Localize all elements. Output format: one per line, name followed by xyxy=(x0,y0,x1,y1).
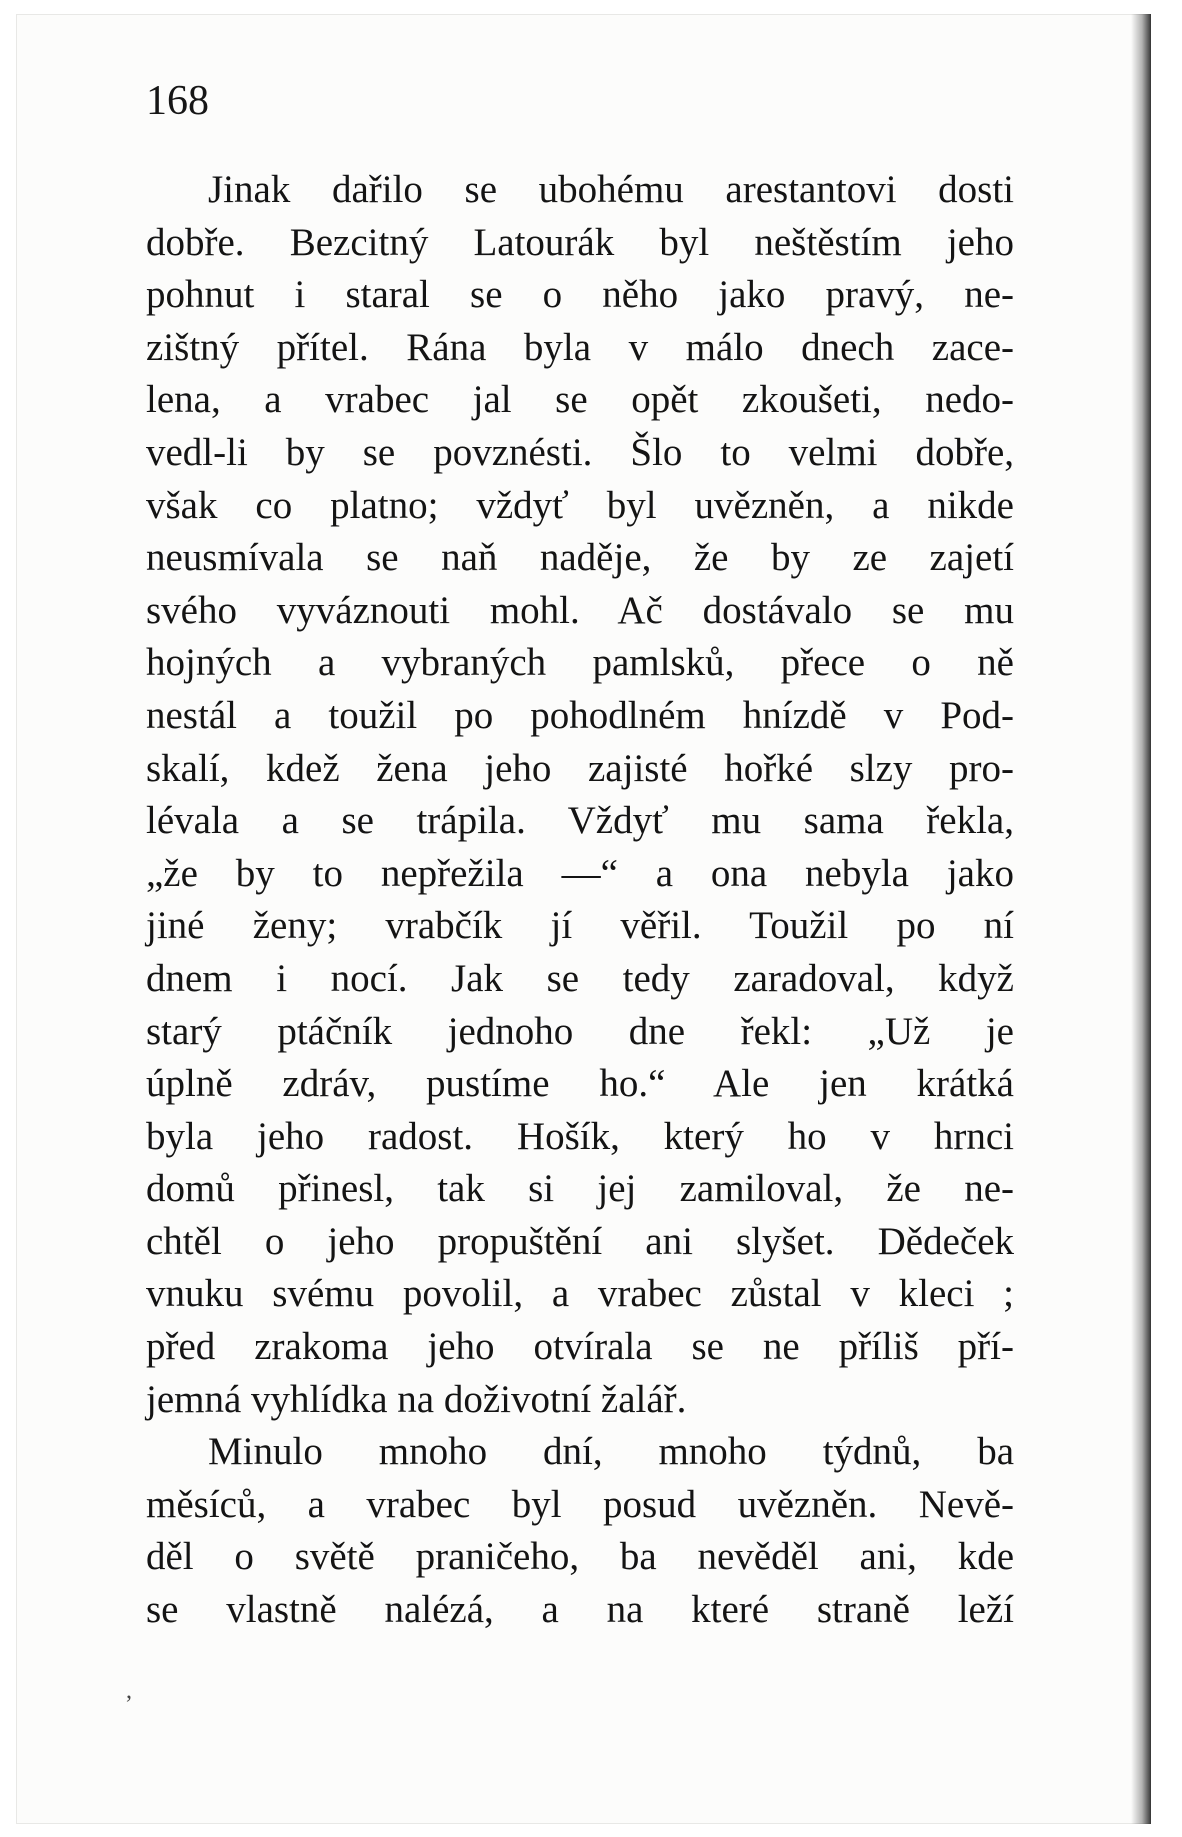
text-line: pohnut i staral se o něho jako pravý, ne- xyxy=(146,273,1014,317)
text-line: Jinak dařilo se ubohému arestantovi dosti xyxy=(208,168,1014,211)
text-line: lena, a vrabec jal se opět zkoušeti, nedo- xyxy=(146,378,1014,422)
text-line: „že by to nepřežila —“ a ona nebyla jako xyxy=(146,851,1014,895)
text-line: úplně zdráv, pustíme ho.“ Ale jen krátká xyxy=(146,1062,1014,1106)
text-line: měsíců, a vrabec byl posud uvězněn. Nevě- xyxy=(146,1482,1014,1526)
text-line: dobře. Bezcitný Latourák byl neštěstím jeho xyxy=(146,220,1014,264)
text-line: nestál a toužil po pohodlném hnízdě v Pod- xyxy=(146,693,1014,737)
text-line: hojných a vybraných pamlsků, přece o ně xyxy=(146,641,1014,685)
text-line: se vlastně nalézá, a na které straně leží xyxy=(146,1588,1014,1632)
text-line: vnuku svému povolil, a vrabec zůstal v kleci ; xyxy=(146,1272,1014,1316)
text-line: byla jeho radost. Hošík, který ho v hrnci xyxy=(146,1114,1014,1158)
text-line: děl o světě praničeho, ba nevěděl ani, kde xyxy=(146,1535,1014,1579)
text-line: jiné ženy; vrabčík jí věřil. Toužil po ní xyxy=(146,904,1014,948)
binding-edge-shadow xyxy=(1131,14,1151,1824)
text-line: svého vyváznouti mohl. Ač dostávalo se mu xyxy=(146,588,1014,632)
text-line: neusmívala se naň naděje, že by ze zajetí xyxy=(146,536,1014,580)
text-line: skalí, kdež žena jeho zajisté hořké slzy pro- xyxy=(146,746,1014,790)
text-line: starý ptáčník jednoho dne řekl: „Už je xyxy=(146,1009,1014,1053)
text-line: zištný přítel. Rána byla v málo dnech zace- xyxy=(146,325,1014,369)
ink-speck: , xyxy=(126,1678,132,1704)
text-line: dnem i nocí. Jak se tedy zaradoval, když xyxy=(146,956,1014,1000)
text-line: lévala a se trápila. Vždyť mu sama řekla, xyxy=(146,799,1014,843)
body-text xyxy=(146,164,1014,1637)
text-line: Minulo mnoho dní, mnoho týdnů, ba xyxy=(208,1430,1014,1474)
text-line: před zrakoma jeho otvírala se ne příliš pří- xyxy=(146,1325,1014,1369)
text-line: chtěl o jeho propuštění ani slyšet. Dědeček xyxy=(146,1219,1014,1263)
text-line: vedl-li by se povznésti. Šlo to velmi dobře, xyxy=(146,430,1014,474)
text-line: domů přinesl, tak si jej zamiloval, že ne- xyxy=(146,1167,1014,1211)
text-line: jemná vyhlídka na doživotní žalář. xyxy=(146,1377,687,1421)
page-number: 168 xyxy=(146,78,209,124)
text-line: však co platno; vždyť byl uvězněn, a nikde xyxy=(146,483,1014,527)
